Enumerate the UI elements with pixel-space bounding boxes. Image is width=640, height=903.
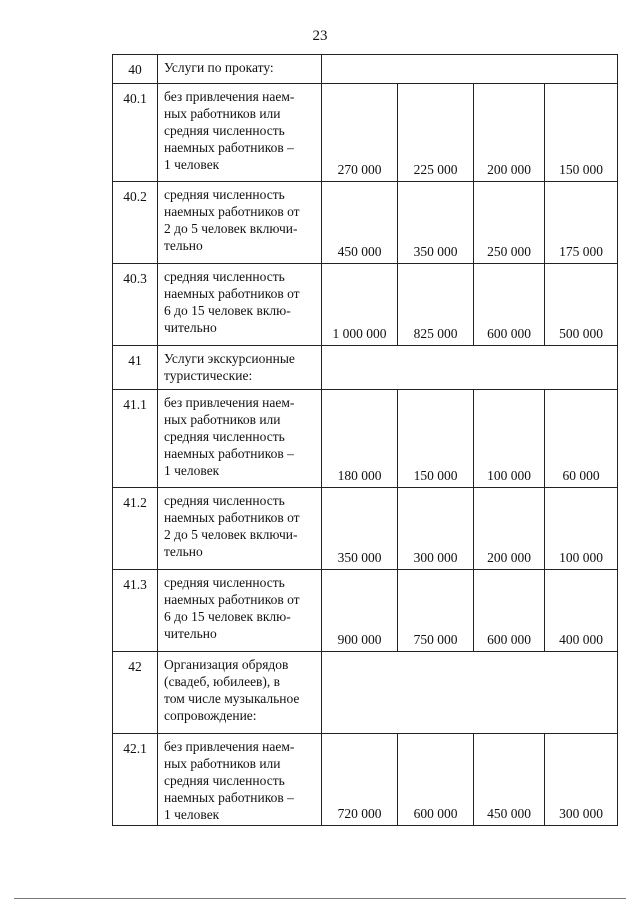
description-line: 6 до 15 человек вклю- [164, 609, 291, 624]
value-cell: 250 000 [474, 182, 545, 264]
description-line: Организация обрядов [164, 657, 289, 672]
description-line: наемных работников от [164, 204, 300, 219]
description-line: наемных работников – [164, 140, 294, 155]
description-line: тельно [164, 238, 203, 253]
value-cell: 350 000 [398, 182, 474, 264]
row-description [158, 390, 322, 488]
description-line: 1 человек [164, 807, 220, 822]
value-cell: 600 000 [398, 734, 474, 826]
description-line: без привлечения наем- [164, 395, 295, 410]
description-line: без привлечения наем- [164, 89, 295, 104]
row-description [158, 488, 322, 570]
description-line: Услуги по прокату: [164, 60, 274, 75]
description-line: сопровождение: [164, 708, 257, 723]
description-line: Услуги экскурсионные [164, 351, 295, 366]
value-cell: 350 000 [322, 488, 398, 570]
table-row [113, 182, 618, 264]
value-cell: 825 000 [398, 264, 474, 346]
value-cell: 100 000 [474, 390, 545, 488]
description-line: средняя численность [164, 493, 285, 508]
value-cell: 720 000 [322, 734, 398, 826]
description-line: средняя численность [164, 429, 285, 444]
value-cell: 450 000 [322, 182, 398, 264]
description-line: 2 до 5 человек включи- [164, 527, 298, 542]
row-number: 40 [113, 55, 158, 84]
description-line: тельно [164, 544, 203, 559]
table-row [113, 55, 618, 84]
description-line: чительно [164, 320, 217, 335]
description-line: наемных работников от [164, 510, 300, 525]
description-line: чительно [164, 626, 217, 641]
table-row [113, 734, 618, 826]
value-cell: 175 000 [545, 182, 618, 264]
row-number: 41.1 [113, 390, 158, 488]
row-number: 41 [113, 346, 158, 390]
description-line: средняя численность [164, 773, 285, 788]
row-description [158, 652, 322, 734]
row-description [158, 55, 322, 84]
table-row [113, 84, 618, 182]
value-cell: 60 000 [545, 390, 618, 488]
row-number: 42.1 [113, 734, 158, 826]
description-line: (свадеб, юбилеев), в [164, 674, 281, 689]
description-line: 2 до 5 человек включи- [164, 221, 298, 236]
description-line: средняя численность [164, 269, 285, 284]
description-line: наемных работников от [164, 592, 300, 607]
value-cell: 900 000 [322, 570, 398, 652]
value-cell: 225 000 [398, 84, 474, 182]
description-line: наемных работников – [164, 446, 294, 461]
merged-empty-cell [322, 55, 618, 84]
row-number: 41.2 [113, 488, 158, 570]
merged-empty-cell [322, 346, 618, 390]
row-description [158, 182, 322, 264]
rates-table [112, 54, 618, 826]
value-cell: 150 000 [545, 84, 618, 182]
value-cell: 500 000 [545, 264, 618, 346]
description-line: средняя численность [164, 575, 285, 590]
value-cell: 180 000 [322, 390, 398, 488]
page-number: 23 [312, 28, 328, 44]
value-cell: 200 000 [474, 84, 545, 182]
description-line: ных работников или [164, 106, 281, 121]
row-description [158, 734, 322, 826]
value-cell: 270 000 [322, 84, 398, 182]
row-number: 41.3 [113, 570, 158, 652]
value-cell: 1 000 000 [322, 264, 398, 346]
value-cell: 300 000 [398, 488, 474, 570]
description-line: ных работников или [164, 412, 281, 427]
row-description [158, 264, 322, 346]
description-line: 1 человек [164, 463, 220, 478]
description-line: средняя численность [164, 123, 285, 138]
table-row [113, 346, 618, 390]
description-line: 1 человек [164, 157, 220, 172]
value-cell: 200 000 [474, 488, 545, 570]
description-line: ных работников или [164, 756, 281, 771]
value-cell: 600 000 [474, 264, 545, 346]
table-row [113, 264, 618, 346]
description-line: без привлечения наем- [164, 739, 295, 754]
value-cell: 300 000 [545, 734, 618, 826]
row-number: 40.2 [113, 182, 158, 264]
value-cell: 750 000 [398, 570, 474, 652]
row-description [158, 84, 322, 182]
value-cell: 100 000 [545, 488, 618, 570]
row-number: 40.1 [113, 84, 158, 182]
table-row [113, 570, 618, 652]
table-row [113, 390, 618, 488]
description-line: 6 до 15 человек вклю- [164, 303, 291, 318]
value-cell: 600 000 [474, 570, 545, 652]
table-row [113, 488, 618, 570]
row-number: 40.3 [113, 264, 158, 346]
row-description [158, 346, 322, 390]
value-cell: 400 000 [545, 570, 618, 652]
description-line: средняя численность [164, 187, 285, 202]
description-line: том числе музыкальное [164, 691, 300, 706]
rates-table-body [113, 55, 618, 826]
table-row [113, 652, 618, 734]
merged-empty-cell [322, 652, 618, 734]
footer-rule [14, 898, 626, 899]
description-line: наемных работников от [164, 286, 300, 301]
description-line: наемных работников – [164, 790, 294, 805]
row-number: 42 [113, 652, 158, 734]
row-description [158, 570, 322, 652]
value-cell: 450 000 [474, 734, 545, 826]
value-cell: 150 000 [398, 390, 474, 488]
description-line: туристические: [164, 368, 253, 383]
